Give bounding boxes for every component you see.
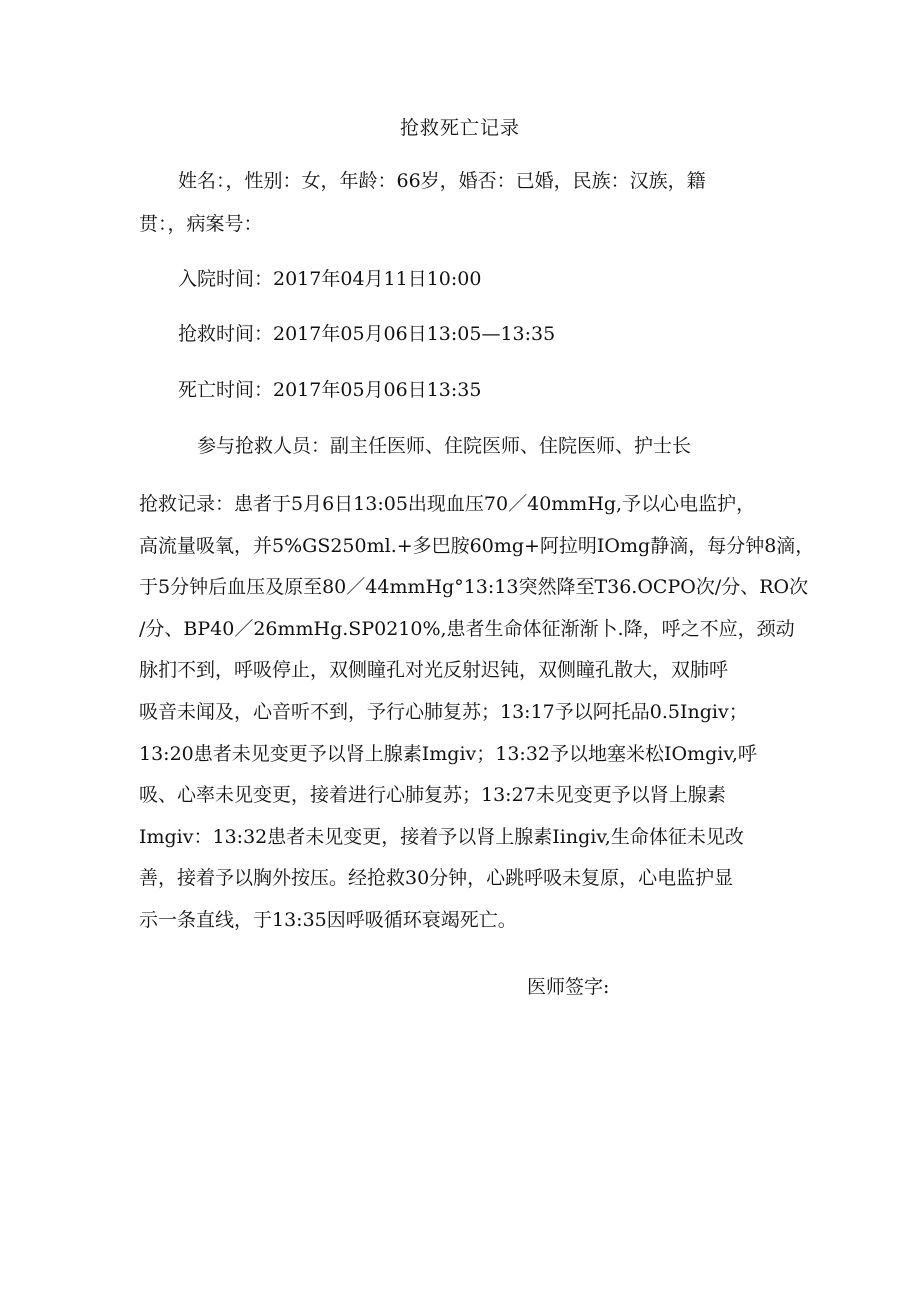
patient-info-line-1: 姓名：，性别：女，年龄：66岁，婚否：已婚，民族：汉族，籍 <box>178 170 706 192</box>
rescue-record-line: 吸、心率未见变更，接着进行心肺复苏；13:27未见变更予以肾上腺素 <box>139 784 726 807</box>
rescue-record-line: 于5分钟后血压及原至80／44mmHg°13:13突然降至T36.OCPO次/分、RO次 <box>139 576 809 599</box>
rescue-record-line: 高流量吸氧，并5%GS250ml.+多巴胺60mg+阿拉明IOmg静滴，每分钟8滴， <box>139 534 815 557</box>
rescue-record-line: 示一条直线，于13:35因呼吸循环衰竭死亡。 <box>139 908 517 931</box>
death-time: 死亡时间：2017年05月06日13:35 <box>178 379 482 401</box>
rescue-record-line: 抢救记录：患者于5月6日13:05出现血压70／40mmHg,予以心电监护， <box>139 493 756 515</box>
doctor-signature-label: 医师签字: <box>527 976 610 998</box>
rescue-record-line: 善，接着予以胸外按压。经抢救30分钟，心跳呼吸未复原，心电监护显 <box>139 867 734 890</box>
rescue-record-line: 脉扪不到，呼吸停止，双侧瞳孔对光反射迟钝，双侧瞳孔散大，双肺呼 <box>139 659 729 682</box>
rescue-time: 抢救时间：2017年05月06日13:05—13:35 <box>178 323 556 345</box>
rescue-record-line: 吸音未闻及，心音听不到，予行心肺复苏；13:17予以阿托品0.5Ingiv； <box>139 700 748 723</box>
rescue-record-line: 13:20患者未见变更予以肾上腺素Imgiv；13:32予以地塞米松IOmgiv,呼 <box>139 742 757 765</box>
rescue-participants: 参与抢救人员：副主任医师、住院医师、住院医师、护士长 <box>197 435 692 457</box>
rescue-record <box>139 484 815 942</box>
admission-time: 入院时间：2017年04月11日10:00 <box>178 268 482 290</box>
patient-info-line-2: 贯：，病案号： <box>139 213 263 235</box>
document-title: 抢救死亡记录 <box>399 117 520 139</box>
rescue-record-line: /分、BP40／26mmHg.SP0210%,患者生命体征渐渐卜.降，呼之不应，颈动 <box>139 617 795 640</box>
rescue-record-line: Imgiv：13:32患者未见变更，接着予以肾上腺素Iingiv,生命体征未见改 <box>139 825 744 848</box>
